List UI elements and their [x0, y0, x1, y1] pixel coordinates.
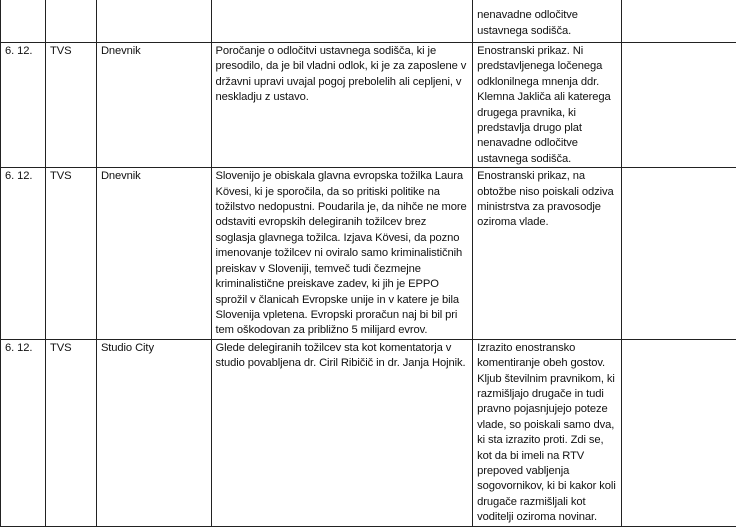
comment-cell: Enostranski prikaz. Ni predstavljenega ločenega odklonilnega mnenja ddr. Klemna Jakliča ali katerega drugega pravnika, ki predstavlja drugo plat nenavadne odločitve ustavnega sodišča.	[473, 43, 622, 168]
table-row	[1, 43, 736, 168]
table-row	[1, 339, 736, 526]
date-cell	[1, 0, 46, 43]
show-cell	[96, 0, 211, 43]
empty-cell	[621, 43, 736, 168]
channel-cell	[45, 0, 96, 43]
content-cell: Glede delegiranih tožilcev sta kot komentatorja v studio povabljena dr. Ciril Ribičič in dr. Janja Hojnik.	[211, 339, 473, 526]
table-row	[1, 0, 736, 43]
show-cell: Dnevnik	[96, 43, 211, 168]
show-cell: Studio City	[96, 339, 211, 526]
show-cell: Dnevnik	[96, 168, 211, 339]
content-cell: Slovenijo je obiskala glavna evropska tožilka Laura Kövesi, ki je sporočila, da so pritiski politike na tožilstvo nedopustni. Poudarila je, da nihče ne more odstaviti evropskih delegiranih tožilcev brez soglasja glavnega tožilca. Izjava Kövesi, da pozno imenovanje tožilcev ni oviralo samo kriminalističnih preiskav v Sloveniji, temveč tudi čezmejne kriminalistične preiskave zadev, ki jih je EPPO sprožil v članicah Evropske unije in v katere je bila Slovenija vpletena. Evropski proračun naj bi bil pri tem oškodovan za približno 5 milijard evrov.	[211, 168, 473, 339]
channel-cell: TVS	[45, 168, 96, 339]
date-cell: 6. 12.	[1, 43, 46, 168]
empty-cell	[621, 168, 736, 339]
table-row	[1, 168, 736, 339]
date-cell: 6. 12.	[1, 339, 46, 526]
comment-cell: Enostranski prikaz, na obtožbe niso poiskali odziva ministrstva za pravosodje oziroma vlade.	[473, 168, 622, 339]
content-cell	[211, 0, 473, 43]
comment-cell	[473, 0, 622, 43]
content-cell: Poročanje o odločitvi ustavnega sodišča, ki je presodilo, da je bil vladni odlok, ki je za zaposlene v državni upravi uvajal pogoj prebolelih ali cepljeni, v neskladju z ustavo.	[211, 43, 473, 168]
date-cell: 6. 12.	[1, 168, 46, 339]
empty-cell	[621, 0, 736, 43]
channel-cell: TVS	[45, 43, 96, 168]
comment-text: nenavadne odločitve ustavnega sodišča.	[477, 9, 578, 36]
channel-cell: TVS	[45, 339, 96, 526]
comment-cell: Izrazito enostransko komentiranje obeh gostov. Kljub številnim pravnikom, ki razmišljajo drugače in tudi pravno pojasnjujejo poteze vlade, so poiskali samo dva, ki sta izrazito proti. Zdi se, kot da bi imeli na RTV prepoved vabljenja sogovornikov, ki bi kakor koli drugače razmišljali kot voditelji oziroma novinar.	[473, 339, 622, 526]
empty-cell	[621, 339, 736, 526]
